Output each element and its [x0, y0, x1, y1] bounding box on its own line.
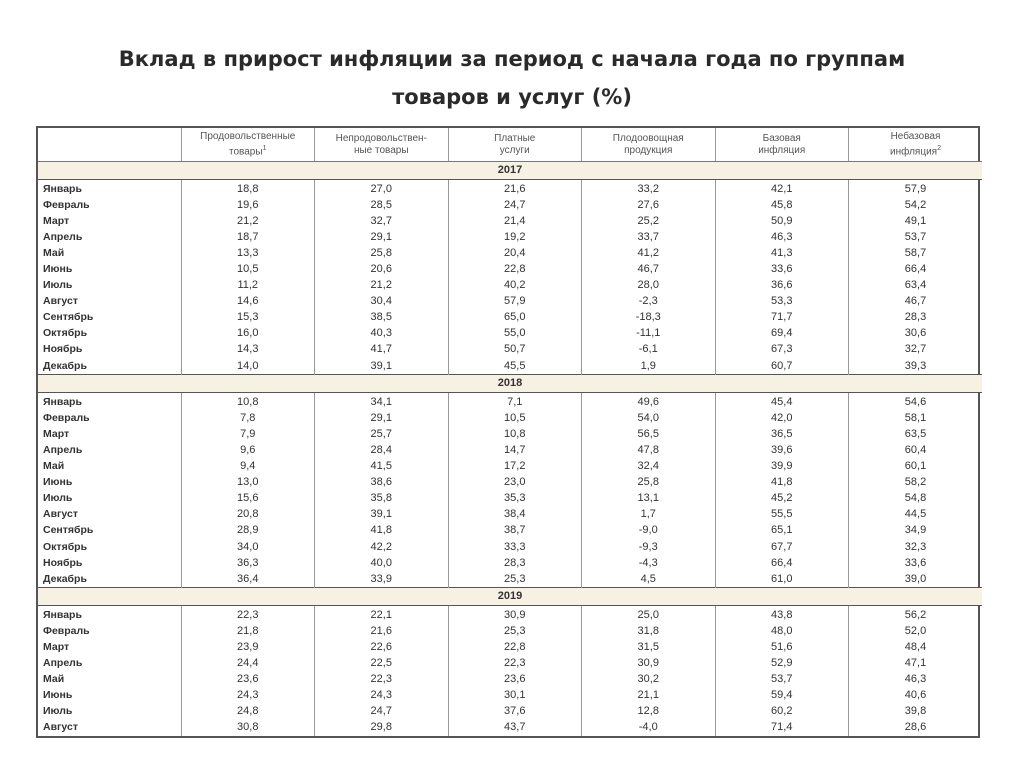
value-cell: 9,6 [181, 442, 315, 458]
month-cell: Ноябрь [43, 343, 83, 356]
header-food: Продовольственные товары$^1$ [181, 128, 315, 162]
value-cell: 28,0 [582, 278, 716, 294]
month-cell: Февраль [43, 411, 90, 424]
value-cell: 37,6 [448, 704, 582, 720]
title-line-2: товаров и услуг (%) [392, 85, 632, 109]
value-cell: 59,4 [715, 688, 849, 704]
value-cell: 44,5 [849, 507, 983, 523]
month-cell: Октябрь [43, 540, 88, 553]
value-cell: 11,2 [181, 278, 315, 294]
month-cell: Февраль [43, 198, 90, 211]
value-cell: 24,3 [315, 688, 449, 704]
value-cell: 28,3 [448, 555, 582, 571]
value-cell: 9,4 [181, 459, 315, 475]
value-cell: 32,7 [315, 213, 449, 229]
month-cell: Август [43, 508, 78, 521]
table-row [38, 294, 982, 310]
value-cell: 39,3 [849, 358, 983, 375]
value-cell: 20,4 [448, 245, 582, 261]
value-cell: 21,4 [448, 213, 582, 229]
value-cell: 4,5 [582, 571, 716, 588]
value-cell: 30,9 [582, 656, 716, 672]
value-cell: 41,7 [315, 342, 449, 358]
value-cell: 61,0 [715, 571, 849, 588]
month-cell: Июль [43, 492, 73, 505]
value-cell: 22,6 [315, 639, 449, 655]
value-cell: 33,3 [448, 539, 582, 555]
value-cell: 18,7 [181, 229, 315, 245]
month-cell: Апрель [43, 657, 83, 670]
value-cell: 25,8 [582, 475, 716, 491]
value-cell: 56,2 [849, 606, 983, 624]
value-cell: 34,9 [849, 523, 983, 539]
value-cell: -6,1 [582, 342, 716, 358]
month-cell: Апрель [43, 443, 83, 456]
value-cell: 55,0 [448, 326, 582, 342]
value-cell: 30,6 [849, 326, 983, 342]
value-cell: 14,0 [181, 358, 315, 375]
value-cell: 22,8 [448, 261, 582, 277]
value-cell: 65,0 [448, 310, 582, 326]
value-cell: 1,7 [582, 507, 716, 523]
value-cell: 14,3 [181, 342, 315, 358]
value-cell: 1,9 [582, 358, 716, 375]
month-cell: Октябрь [43, 327, 88, 340]
value-cell: 10,5 [181, 261, 315, 277]
value-cell: 15,6 [181, 491, 315, 507]
month-cell: Январь [43, 608, 82, 621]
value-cell: 53,3 [715, 294, 849, 310]
value-cell: 22,3 [448, 656, 582, 672]
value-cell: -9,0 [582, 523, 716, 539]
table-row [38, 720, 982, 736]
value-cell: 20,8 [181, 507, 315, 523]
table-row [38, 491, 982, 507]
value-cell: 48,0 [715, 623, 849, 639]
value-cell: 28,3 [849, 310, 983, 326]
month-cell: Март [43, 427, 70, 440]
value-cell: -11,1 [582, 326, 716, 342]
year-row-2017 [38, 162, 982, 180]
inflation-table [36, 126, 980, 738]
value-cell: 67,7 [715, 539, 849, 555]
value-cell: 22,8 [448, 639, 582, 655]
value-cell: 69,4 [715, 326, 849, 342]
table-row [38, 539, 982, 555]
value-cell: 60,7 [715, 358, 849, 375]
table-row [38, 571, 982, 588]
value-cell: 33,7 [582, 229, 716, 245]
value-cell: 13,1 [582, 491, 716, 507]
value-cell: 45,4 [715, 393, 849, 411]
value-cell: 29,1 [315, 410, 449, 426]
table-row [38, 475, 982, 491]
value-cell: 40,6 [849, 688, 983, 704]
value-cell: 19,2 [448, 229, 582, 245]
value-cell: 31,8 [582, 623, 716, 639]
value-cell: 63,4 [849, 278, 983, 294]
value-cell: 41,2 [582, 245, 716, 261]
month-cell: Сентябрь [43, 311, 94, 324]
value-cell: 30,1 [448, 688, 582, 704]
month-cell: Февраль [43, 624, 90, 637]
value-cell: 31,5 [582, 639, 716, 655]
value-cell: 23,6 [181, 672, 315, 688]
value-cell: 66,4 [715, 555, 849, 571]
value-cell: 46,7 [582, 261, 716, 277]
value-cell: 60,4 [849, 442, 983, 458]
header-month [38, 128, 181, 162]
value-cell: 40,0 [315, 555, 449, 571]
value-cell: 30,9 [448, 606, 582, 624]
month-cell: Июль [43, 705, 73, 718]
value-cell: 58,7 [849, 245, 983, 261]
header-services: Платные услуги [448, 128, 582, 162]
value-cell: 41,8 [715, 475, 849, 491]
value-cell: 60,2 [715, 704, 849, 720]
value-cell: 58,1 [849, 410, 983, 426]
value-cell: 71,4 [715, 720, 849, 736]
value-cell: 30,2 [582, 672, 716, 688]
value-cell: 24,8 [181, 704, 315, 720]
value-cell: 21,1 [582, 688, 716, 704]
value-cell: 53,7 [849, 229, 983, 245]
header-nonfood: Непродовольствен- ные товары [315, 128, 449, 162]
month-cell: Март [43, 640, 70, 653]
value-cell: 25,7 [315, 426, 449, 442]
value-cell: 33,2 [582, 180, 716, 198]
value-cell: -4,3 [582, 555, 716, 571]
value-cell: 47,8 [582, 442, 716, 458]
month-cell: Декабрь [43, 572, 87, 585]
value-cell: -18,3 [582, 310, 716, 326]
value-cell: 20,6 [315, 261, 449, 277]
value-cell: 63,5 [849, 426, 983, 442]
value-cell: 21,6 [448, 180, 582, 198]
value-cell: 39,9 [715, 459, 849, 475]
table-body [38, 162, 982, 737]
value-cell: 71,7 [715, 310, 849, 326]
table-row [38, 197, 982, 213]
month-cell: Декабрь [43, 359, 87, 372]
value-cell: 34,1 [315, 393, 449, 411]
value-cell: 7,9 [181, 426, 315, 442]
table-row [38, 656, 982, 672]
value-cell: 66,4 [849, 261, 983, 277]
value-cell: 40,2 [448, 278, 582, 294]
value-cell: 33,9 [315, 571, 449, 588]
value-cell: 38,6 [315, 475, 449, 491]
value-cell: 21,2 [315, 278, 449, 294]
table-row [38, 278, 982, 294]
value-cell: 57,9 [448, 294, 582, 310]
value-cell: 46,3 [849, 672, 983, 688]
value-cell: 51,6 [715, 639, 849, 655]
value-cell: 54,2 [849, 197, 983, 213]
table-row [38, 261, 982, 277]
value-cell: 17,2 [448, 459, 582, 475]
value-cell: 33,6 [849, 555, 983, 571]
table-row [38, 310, 982, 326]
value-cell: 23,6 [448, 672, 582, 688]
table-row [38, 358, 982, 375]
value-cell: 43,8 [715, 606, 849, 624]
value-cell: 28,5 [315, 197, 449, 213]
month-cell: Июль [43, 279, 73, 292]
month-cell: Август [43, 721, 78, 734]
value-cell: 21,6 [315, 623, 449, 639]
table-row [38, 507, 982, 523]
value-cell: 39,0 [849, 571, 983, 588]
title-line-1: Вклад в прирост инфляции за период с начала года по группам [118, 47, 906, 71]
month-cell: Январь [43, 395, 82, 408]
value-cell: 58,2 [849, 475, 983, 491]
value-cell: 50,9 [715, 213, 849, 229]
value-cell: 19,6 [181, 197, 315, 213]
month-cell: Июнь [43, 476, 73, 489]
table-row [38, 213, 982, 229]
value-cell: 35,3 [448, 491, 582, 507]
table-row [38, 555, 982, 571]
value-cell: 25,3 [448, 623, 582, 639]
value-cell: 55,5 [715, 507, 849, 523]
table-row [38, 623, 982, 639]
value-cell: 45,5 [448, 358, 582, 375]
value-cell: 25,2 [582, 213, 716, 229]
value-cell: -2,3 [582, 294, 716, 310]
value-cell: 21,8 [181, 623, 315, 639]
table-row [38, 523, 982, 539]
header-row [38, 128, 982, 162]
value-cell: 57,9 [849, 180, 983, 198]
value-cell: 7,8 [181, 410, 315, 426]
value-cell: 42,0 [715, 410, 849, 426]
value-cell: 24,7 [448, 197, 582, 213]
header-fruits-vegetables: Плодоовощная продукция [582, 128, 716, 162]
value-cell: 36,4 [181, 571, 315, 588]
value-cell: 36,6 [715, 278, 849, 294]
month-cell: Июнь [43, 689, 73, 702]
value-cell: 21,2 [181, 213, 315, 229]
value-cell: 41,8 [315, 523, 449, 539]
value-cell: 39,1 [315, 358, 449, 375]
table-row [38, 229, 982, 245]
value-cell: 12,8 [582, 704, 716, 720]
table-row [38, 326, 982, 342]
table-row [38, 639, 982, 655]
value-cell: 14,7 [448, 442, 582, 458]
value-cell: 43,7 [448, 720, 582, 736]
table-row [38, 688, 982, 704]
value-cell: 22,3 [315, 672, 449, 688]
value-cell: 16,0 [181, 326, 315, 342]
month-cell: Июнь [43, 263, 73, 276]
value-cell: 32,4 [582, 459, 716, 475]
value-cell: 49,1 [849, 213, 983, 229]
value-cell: 28,9 [181, 523, 315, 539]
value-cell: 36,3 [181, 555, 315, 571]
table-row [38, 180, 982, 198]
value-cell: 14,6 [181, 294, 315, 310]
value-cell: 22,3 [181, 606, 315, 624]
value-cell: 13,3 [181, 245, 315, 261]
value-cell: 54,0 [582, 410, 716, 426]
value-cell: 7,1 [448, 393, 582, 411]
table-row [38, 606, 982, 624]
header-core-inflation: Базовая инфляция [715, 128, 849, 162]
value-cell: 65,1 [715, 523, 849, 539]
value-cell: 52,9 [715, 656, 849, 672]
value-cell: 30,4 [315, 294, 449, 310]
value-cell: 24,4 [181, 656, 315, 672]
table-row [38, 672, 982, 688]
year-label: 2019 [38, 588, 982, 606]
value-cell: 40,3 [315, 326, 449, 342]
value-cell: 39,1 [315, 507, 449, 523]
value-cell: 41,5 [315, 459, 449, 475]
value-cell: 23,0 [448, 475, 582, 491]
value-cell: 34,0 [181, 539, 315, 555]
table-row [38, 426, 982, 442]
value-cell: 67,3 [715, 342, 849, 358]
value-cell: 35,8 [315, 491, 449, 507]
value-cell: 29,1 [315, 229, 449, 245]
value-cell: 46,3 [715, 229, 849, 245]
value-cell: 28,6 [849, 720, 983, 736]
value-cell: 32,3 [849, 539, 983, 555]
table-row [38, 342, 982, 358]
table-row [38, 245, 982, 261]
value-cell: 46,7 [849, 294, 983, 310]
value-cell: 45,2 [715, 491, 849, 507]
table-row [38, 393, 982, 411]
year-row-2018 [38, 375, 982, 393]
value-cell: 24,7 [315, 704, 449, 720]
value-cell: 15,3 [181, 310, 315, 326]
value-cell: 30,8 [181, 720, 315, 736]
month-cell: Май [43, 246, 65, 259]
table-row [38, 459, 982, 475]
value-cell: 56,5 [582, 426, 716, 442]
value-cell: 42,1 [715, 180, 849, 198]
value-cell: 13,0 [181, 475, 315, 491]
page-title [0, 40, 1024, 116]
value-cell: 24,3 [181, 688, 315, 704]
value-cell: 10,5 [448, 410, 582, 426]
value-cell: 27,6 [582, 197, 716, 213]
month-cell: Март [43, 214, 70, 227]
value-cell: 54,8 [849, 491, 983, 507]
value-cell: 38,7 [448, 523, 582, 539]
month-cell: Август [43, 295, 78, 308]
value-cell: 38,5 [315, 310, 449, 326]
value-cell: 36,5 [715, 426, 849, 442]
value-cell: 48,4 [849, 639, 983, 655]
value-cell: 10,8 [448, 426, 582, 442]
value-cell: 50,7 [448, 342, 582, 358]
value-cell: 53,7 [715, 672, 849, 688]
table-row [38, 704, 982, 720]
value-cell: 39,6 [715, 442, 849, 458]
value-cell: 54,6 [849, 393, 983, 411]
value-cell: 25,8 [315, 245, 449, 261]
value-cell: 33,6 [715, 261, 849, 277]
value-cell: 18,8 [181, 180, 315, 198]
value-cell: 25,3 [448, 571, 582, 588]
value-cell: 22,5 [315, 656, 449, 672]
year-row-2019 [38, 588, 982, 606]
year-label: 2017 [38, 162, 982, 180]
month-cell: Ноябрь [43, 556, 83, 569]
value-cell: 29,8 [315, 720, 449, 736]
value-cell: 32,7 [849, 342, 983, 358]
month-cell: Май [43, 460, 65, 473]
value-cell: 25,0 [582, 606, 716, 624]
month-cell: Январь [43, 182, 82, 195]
value-cell: 38,4 [448, 507, 582, 523]
value-cell: 10,8 [181, 393, 315, 411]
month-cell: Апрель [43, 230, 83, 243]
value-cell: 23,9 [181, 639, 315, 655]
header-noncore-inflation: Небазовая инфляция$^2$ [849, 128, 983, 162]
year-label: 2018 [38, 375, 982, 393]
value-cell: 45,8 [715, 197, 849, 213]
value-cell: 52,0 [849, 623, 983, 639]
value-cell: 22,1 [315, 606, 449, 624]
value-cell: 41,3 [715, 245, 849, 261]
value-cell: 49,6 [582, 393, 716, 411]
month-cell: Май [43, 673, 65, 686]
value-cell: -9,3 [582, 539, 716, 555]
value-cell: 27,0 [315, 180, 449, 198]
table-row [38, 410, 982, 426]
month-cell: Сентябрь [43, 524, 94, 537]
value-cell: 47,1 [849, 656, 983, 672]
value-cell: -4,0 [582, 720, 716, 736]
table-row [38, 442, 982, 458]
value-cell: 60,1 [849, 459, 983, 475]
value-cell: 28,4 [315, 442, 449, 458]
value-cell: 42,2 [315, 539, 449, 555]
value-cell: 39,8 [849, 704, 983, 720]
